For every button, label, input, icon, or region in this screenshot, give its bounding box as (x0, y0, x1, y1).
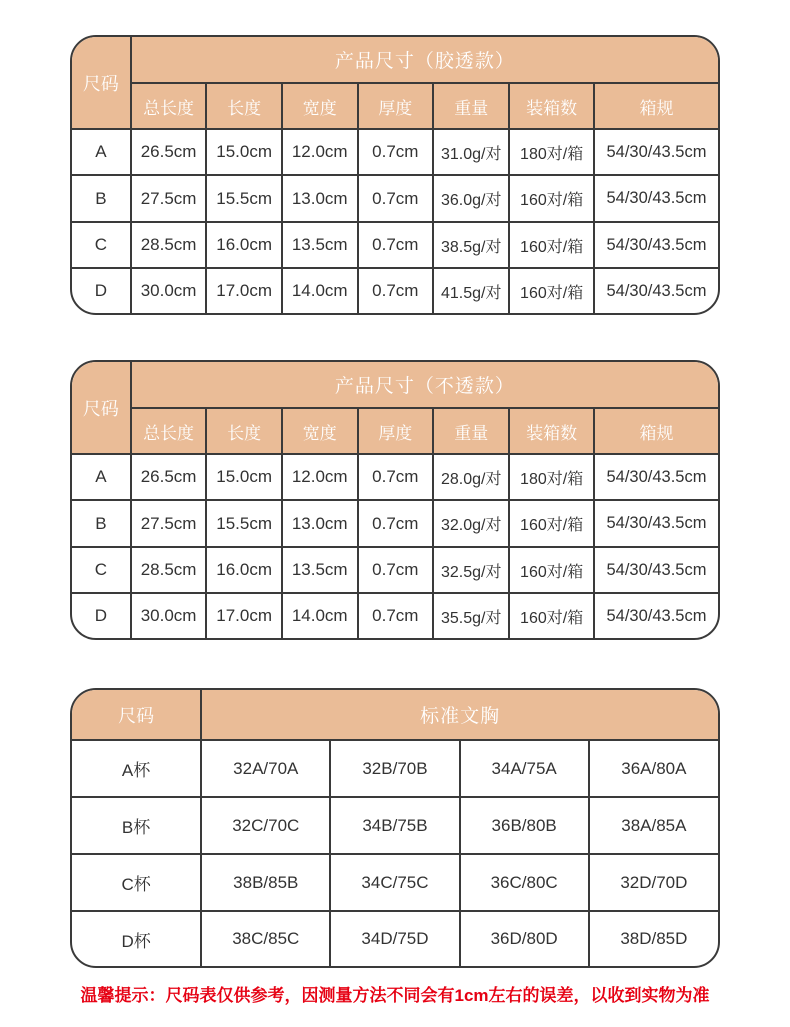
table-row (72, 911, 718, 966)
column-header: 长度 (206, 83, 282, 129)
data-cell: 12.0cm (282, 129, 358, 175)
cup-size-cell: C杯 (72, 854, 201, 911)
size-cell: D (72, 268, 131, 313)
data-cell: 180对/箱 (509, 129, 594, 175)
data-cell: 12.0cm (282, 454, 358, 500)
column-header: 装箱数 (509, 83, 594, 129)
size-cell: B (72, 175, 131, 221)
data-cell: 38D/85D (589, 911, 718, 966)
data-cell: 27.5cm (131, 500, 207, 546)
table-title: 产品尺寸（不透款） (131, 362, 718, 408)
data-cell: 0.7cm (358, 500, 434, 546)
data-cell: 28.5cm (131, 222, 207, 268)
data-cell: 15.5cm (206, 500, 282, 546)
size-table (72, 37, 718, 313)
data-cell: 0.7cm (358, 547, 434, 593)
data-cell: 160对/箱 (509, 500, 594, 546)
table-row (72, 593, 718, 638)
column-header: 装箱数 (509, 408, 594, 454)
data-cell: 30.0cm (131, 593, 207, 638)
table-row (72, 547, 718, 593)
data-cell: 30.0cm (131, 268, 207, 313)
data-cell: 31.0g/对 (433, 129, 509, 175)
data-cell: 38.5g/对 (433, 222, 509, 268)
size-corner-header: 尺码 (72, 37, 131, 129)
column-header: 总长度 (131, 408, 207, 454)
data-cell: 16.0cm (206, 547, 282, 593)
data-cell: 32C/70C (201, 797, 330, 854)
column-header: 箱规 (594, 408, 718, 454)
data-cell: 14.0cm (282, 593, 358, 638)
data-cell: 17.0cm (206, 593, 282, 638)
product-size-table-jelly-transparent (70, 35, 720, 315)
data-cell: 36A/80A (589, 740, 718, 797)
column-header: 厚度 (358, 408, 434, 454)
table-row (72, 740, 718, 797)
data-cell: 13.0cm (282, 175, 358, 221)
table-title: 标准文胸 (201, 690, 718, 740)
data-cell: 180对/箱 (509, 454, 594, 500)
data-cell: 0.7cm (358, 454, 434, 500)
data-cell: 36D/80D (460, 911, 589, 966)
data-cell: 38A/85A (589, 797, 718, 854)
data-cell: 38C/85C (201, 911, 330, 966)
size-cell: A (72, 129, 131, 175)
data-cell: 26.5cm (131, 454, 207, 500)
data-cell: 160对/箱 (509, 593, 594, 638)
data-cell: 34B/75B (330, 797, 459, 854)
data-cell: 160对/箱 (509, 547, 594, 593)
reminder-note: 温馨提示：尺码表仅供参考，因测量方法不同会有1cm左右的误差，以收到实物为准 (80, 986, 710, 1005)
column-header: 总长度 (131, 83, 207, 129)
data-cell: 34A/75A (460, 740, 589, 797)
size-cell: D (72, 593, 131, 638)
data-cell: 54/30/43.5cm (594, 268, 718, 313)
data-cell: 15.5cm (206, 175, 282, 221)
table-title: 产品尺寸（胶透款） (131, 37, 718, 83)
column-header: 长度 (206, 408, 282, 454)
data-cell: 54/30/43.5cm (594, 175, 718, 221)
cup-size-cell: D杯 (72, 911, 201, 966)
data-cell: 54/30/43.5cm (594, 129, 718, 175)
data-cell: 35.5g/对 (433, 593, 509, 638)
data-cell: 34C/75C (330, 854, 459, 911)
data-cell: 14.0cm (282, 268, 358, 313)
size-corner-header: 尺码 (72, 362, 131, 454)
size-cell: B (72, 500, 131, 546)
table-row (72, 797, 718, 854)
data-cell: 54/30/43.5cm (594, 454, 718, 500)
column-header: 重量 (433, 83, 509, 129)
table-row (72, 268, 718, 313)
cup-size-cell: A杯 (72, 740, 201, 797)
data-cell: 32D/70D (589, 854, 718, 911)
table-row (72, 454, 718, 500)
size-table (72, 690, 718, 966)
data-cell: 34D/75D (330, 911, 459, 966)
column-header: 厚度 (358, 83, 434, 129)
data-cell: 160对/箱 (509, 175, 594, 221)
data-cell: 0.7cm (358, 222, 434, 268)
table-row (72, 175, 718, 221)
data-cell: 0.7cm (358, 268, 434, 313)
product-size-table-opaque (70, 360, 720, 640)
column-header: 宽度 (282, 408, 358, 454)
data-cell: 32.5g/对 (433, 547, 509, 593)
data-cell: 0.7cm (358, 129, 434, 175)
table-row (72, 222, 718, 268)
data-cell: 54/30/43.5cm (594, 500, 718, 546)
data-cell: 17.0cm (206, 268, 282, 313)
data-cell: 13.5cm (282, 222, 358, 268)
data-cell: 15.0cm (206, 129, 282, 175)
data-cell: 41.5g/对 (433, 268, 509, 313)
data-cell: 13.5cm (282, 547, 358, 593)
data-cell: 36C/80C (460, 854, 589, 911)
size-cell: C (72, 547, 131, 593)
data-cell: 160对/箱 (509, 222, 594, 268)
table-row (72, 854, 718, 911)
size-cell: A (72, 454, 131, 500)
column-header: 宽度 (282, 83, 358, 129)
cup-size-cell: B杯 (72, 797, 201, 854)
data-cell: 26.5cm (131, 129, 207, 175)
size-corner-header: 尺码 (72, 690, 201, 740)
data-cell: 32A/70A (201, 740, 330, 797)
data-cell: 36.0g/对 (433, 175, 509, 221)
data-cell: 160对/箱 (509, 268, 594, 313)
table-row (72, 129, 718, 175)
column-header: 重量 (433, 408, 509, 454)
data-cell: 54/30/43.5cm (594, 593, 718, 638)
data-cell: 16.0cm (206, 222, 282, 268)
data-cell: 36B/80B (460, 797, 589, 854)
data-cell: 28.5cm (131, 547, 207, 593)
data-cell: 0.7cm (358, 175, 434, 221)
standard-bra-size-table (70, 688, 720, 968)
size-cell: C (72, 222, 131, 268)
column-header: 箱规 (594, 83, 718, 129)
data-cell: 27.5cm (131, 175, 207, 221)
data-cell: 54/30/43.5cm (594, 547, 718, 593)
data-cell: 0.7cm (358, 593, 434, 638)
data-cell: 54/30/43.5cm (594, 222, 718, 268)
data-cell: 32B/70B (330, 740, 459, 797)
data-cell: 28.0g/对 (433, 454, 509, 500)
size-table (72, 362, 718, 638)
data-cell: 32.0g/对 (433, 500, 509, 546)
data-cell: 15.0cm (206, 454, 282, 500)
data-cell: 38B/85B (201, 854, 330, 911)
data-cell: 13.0cm (282, 500, 358, 546)
table-row (72, 500, 718, 546)
